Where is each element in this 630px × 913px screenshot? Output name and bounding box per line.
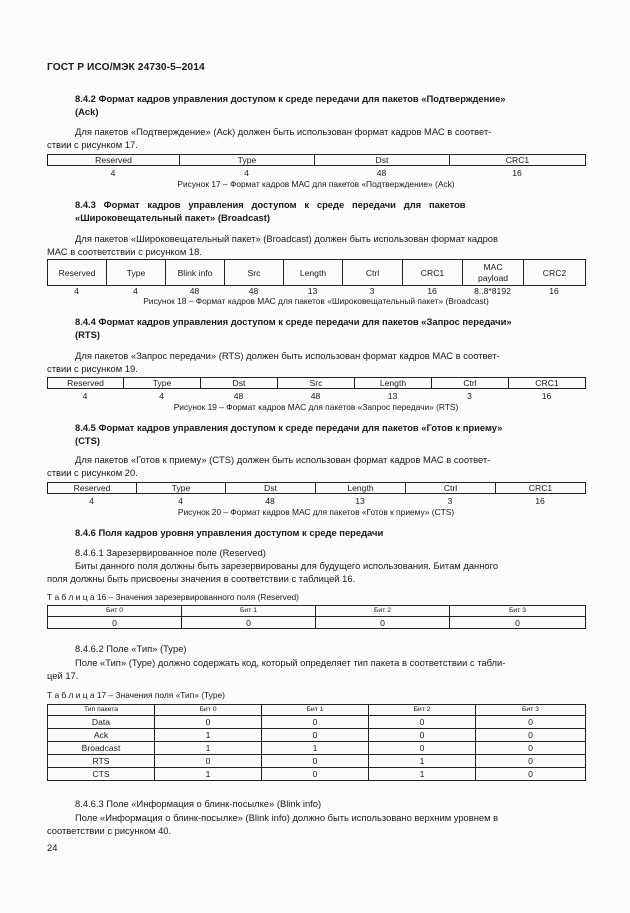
paragraph-line: Поле «Информация о блинк-посылке» (Blink info) должно быть использовано верхним уровнем в xyxy=(75,812,499,823)
table-cell: 0 xyxy=(369,716,476,729)
paragraph xyxy=(47,656,585,682)
table-cell: 0 xyxy=(476,716,586,729)
size-label: 16 xyxy=(512,168,522,178)
table-cell: 1 xyxy=(369,768,476,781)
table-cell: 1 xyxy=(155,742,262,755)
header-cell: Бит 2 xyxy=(316,606,450,617)
field-cell: Length xyxy=(284,260,343,286)
table-cell: 0 xyxy=(450,617,586,629)
header-cell: Тип пакета xyxy=(48,705,155,716)
field-cell: MAC payload xyxy=(463,260,524,286)
table-cell: 1 xyxy=(155,768,262,781)
header-cell: Бит 1 xyxy=(182,606,316,617)
field-cell: CRC1 xyxy=(403,260,463,286)
size-label: 13 xyxy=(307,286,318,296)
table-cell: Data xyxy=(48,716,155,729)
table-cell: 1 xyxy=(262,742,369,755)
field-cell: CRC1 xyxy=(496,483,586,494)
table-cell: 0 xyxy=(369,729,476,742)
figure-18-table xyxy=(47,259,586,286)
paragraph-line: ствии с рисунком 19. xyxy=(47,363,138,374)
field-cell: Reserved xyxy=(48,483,137,494)
figure-20-table xyxy=(47,482,586,494)
table-cell: 0 xyxy=(262,755,369,768)
field-cell: Length xyxy=(355,378,432,389)
paragraph-line: ствии с рисунком 17. xyxy=(47,139,138,150)
heading-line: (RTS) xyxy=(75,329,100,340)
section-heading-8-4-3 xyxy=(75,198,585,224)
field-cell: Dst xyxy=(226,483,316,494)
field-cell: Blink info xyxy=(166,260,225,286)
heading-line: «Широковещательный пакет» (Broadcast) xyxy=(75,212,270,223)
table-17-caption: Т а б л и ц а 17 – Значения поля «Тип» (Type) xyxy=(47,690,225,700)
table-cell: 0 xyxy=(262,716,369,729)
paragraph xyxy=(47,559,585,585)
section-heading-8-4-4 xyxy=(75,315,587,341)
table-cell: 1 xyxy=(369,755,476,768)
page-number: 24 xyxy=(47,842,58,853)
table-16-caption: Т а б л и ц а 16 – Значения зарезервированного поля (Reserved) xyxy=(47,592,299,602)
heading-line: 8.4.2 Формат кадров управления доступом к среде передачи для пакетов «Подтверждение» xyxy=(75,93,506,104)
paragraph-line: ствии с рисунком 20. xyxy=(47,467,138,478)
table-cell: 0 xyxy=(48,617,182,629)
figure-18-caption: Рисунок 18 – Формат кадров МАС для пакетов «Широковещательный пакет» (Broadcast) xyxy=(143,296,489,306)
table-cell: 0 xyxy=(182,617,316,629)
subsection-heading: 8.4.6.2 Поле «Тип» (Type) xyxy=(75,643,187,654)
figure-19-table xyxy=(47,377,586,389)
section-heading-8-4-2 xyxy=(75,92,585,118)
field-cell: Length xyxy=(316,483,406,494)
field-cell: Ctrl xyxy=(406,483,496,494)
size-label: 4 xyxy=(82,391,88,401)
header-cell: Бит 1 xyxy=(262,705,369,716)
table-cell: 0 xyxy=(476,755,586,768)
section-heading-8-4-6: 8.4.6 Поля кадров уровня управления доступом к среде передачи xyxy=(75,527,384,538)
size-label: 48 xyxy=(248,286,259,296)
subsection-heading: 8.4.6.3 Поле «Информация о блинк-посылке» (Blink info) xyxy=(75,798,322,809)
field-cell: Reserved xyxy=(48,378,124,389)
paragraph-line: поля должны быть присвоены значения в соответствии с таблицей 16. xyxy=(47,573,356,584)
table-cell: CTS xyxy=(48,768,155,781)
table-row xyxy=(48,729,586,742)
table-cell: 0 xyxy=(476,729,586,742)
size-label: 48 xyxy=(265,496,275,506)
figure-17-caption: Рисунок 17 – Формат кадров МАС для пакетов «Подтверждение» (Ack) xyxy=(177,179,455,189)
size-label: 3 xyxy=(447,496,453,506)
table-cell: 0 xyxy=(369,742,476,755)
field-cell: Type xyxy=(137,483,226,494)
table-cell: RTS xyxy=(48,755,155,768)
paragraph-line: Поле «Тип» (Type) должно содержать код, который определяет тип пакета в соответствии с табли- xyxy=(75,657,506,668)
size-label: 16 xyxy=(549,286,559,296)
figure-17-table xyxy=(47,154,586,166)
table-cell: Broadcast xyxy=(48,742,155,755)
table-cell: 1 xyxy=(155,729,262,742)
paragraph-line: цей 17. xyxy=(47,670,79,681)
paragraph xyxy=(47,453,585,479)
size-label: 16 xyxy=(427,286,437,296)
figure-19-sizes xyxy=(47,391,585,401)
field-cell: Src xyxy=(225,260,284,286)
size-label: 4 xyxy=(133,286,138,296)
subsection-heading: 8.4.6.1 Зарезервированное поле (Reserved) xyxy=(75,547,266,558)
table-cell: 0 xyxy=(476,742,586,755)
field-cell: Type xyxy=(124,378,201,389)
size-label: 4 xyxy=(159,391,164,401)
paragraph-line: Для пакетов «Запрос передачи» (RTS) должен быть использован формат кадров МАС в соответ- xyxy=(75,350,500,361)
paragraph-line: соответствии с рисунком 40. xyxy=(47,825,172,836)
header-cell: Бит 0 xyxy=(155,705,262,716)
table-cell: 0 xyxy=(262,729,369,742)
table-cell: 0 xyxy=(155,755,262,768)
size-label: 13 xyxy=(387,391,398,401)
table-cell: 0 xyxy=(155,716,262,729)
document-header: ГОСТ Р ИСО/МЭК 24730-5–2014 xyxy=(47,62,205,73)
section-heading-8-4-5 xyxy=(75,421,587,447)
field-cell: CRC1 xyxy=(450,155,586,166)
header-cell: Бит 2 xyxy=(369,705,476,716)
size-label: 4 xyxy=(178,496,183,506)
table-cell: 0 xyxy=(262,768,369,781)
paragraph xyxy=(47,232,585,258)
figure-20-sizes xyxy=(47,496,585,506)
size-label: 48 xyxy=(376,168,387,178)
figure-18-sizes xyxy=(47,286,585,296)
size-label: 3 xyxy=(467,391,472,401)
header-cell: Бит 3 xyxy=(476,705,586,716)
field-cell: Reserved xyxy=(48,260,107,286)
field-cell: Reserved xyxy=(48,155,180,166)
size-label: 4 xyxy=(74,286,79,296)
paragraph-line: Биты данного поля должны быть зарезервированы для будущего использования. Битам данного xyxy=(75,560,499,571)
paragraph xyxy=(47,125,585,151)
figure-20-caption: Рисунок 20 – Формат кадров МАС для пакетов «Готов к приему» (CTS) xyxy=(177,507,455,517)
size-label: 4 xyxy=(110,168,116,178)
table-row xyxy=(48,716,586,729)
table-row xyxy=(48,742,586,755)
size-label: 4 xyxy=(89,496,94,506)
figure-19-caption: Рисунок 19 – Формат кадров МАС для пакетов «Запрос передачи» (RTS) xyxy=(173,402,459,412)
paragraph-line: МАС в соответствии с рисунком 18. xyxy=(47,246,202,257)
size-label: 3 xyxy=(369,286,375,296)
paragraph-line: Для пакетов «Подтверждение» (Ack) должен быть использован формат кадров МАС в соответ- xyxy=(75,126,492,137)
size-label: 16 xyxy=(541,391,552,401)
heading-line: (CTS) xyxy=(75,435,100,446)
size-label: 48 xyxy=(310,391,321,401)
field-cell: Ctrl xyxy=(432,378,509,389)
field-cell: Dst xyxy=(315,155,450,166)
paragraph xyxy=(47,349,585,375)
paragraph xyxy=(47,811,585,837)
size-label: 48 xyxy=(233,391,244,401)
heading-line: 8.4.3 Формат кадров управления доступом к среде передачи для пакетов xyxy=(75,199,466,210)
size-label: 13 xyxy=(355,496,365,506)
field-cell: Type xyxy=(107,260,166,286)
table-row xyxy=(48,768,586,781)
paragraph-line: Для пакетов «Широковещательный пакет» (Broadcast) должен быть использован формат кадров xyxy=(75,233,499,244)
table-cell: Ack xyxy=(48,729,155,742)
table-cell: 0 xyxy=(476,768,586,781)
header-cell: Бит 0 xyxy=(48,606,182,617)
size-label: 16 xyxy=(535,496,545,506)
field-cell: CRC2 xyxy=(524,260,586,286)
header-cell: Бит 3 xyxy=(450,606,586,617)
heading-line: 8.4.4 Формат кадров управления доступом к среде передачи для пакетов «Запрос передачи» xyxy=(75,316,512,327)
table-16 xyxy=(47,605,586,629)
field-cell: Dst xyxy=(201,378,278,389)
heading-line: (Ack) xyxy=(75,106,99,117)
table-cell: 0 xyxy=(316,617,450,629)
field-cell: Ctrl xyxy=(343,260,403,286)
size-label: 4 xyxy=(244,168,249,178)
table-row xyxy=(48,755,586,768)
field-cell: Type xyxy=(180,155,315,166)
table-17 xyxy=(47,704,586,781)
paragraph-line: Для пакетов «Готов к приему» (CTS) должен быть использован формат кадров МАС в соответ- xyxy=(75,454,491,465)
heading-line: 8.4.5 Формат кадров управления доступом к среде передачи для пакетов «Готов к приему» xyxy=(75,422,503,433)
size-label: 48 xyxy=(189,286,200,296)
field-cell: Src xyxy=(278,378,355,389)
size-label: 8..8*8192 xyxy=(474,286,511,296)
figure-17-sizes xyxy=(47,168,585,178)
field-cell: CRC1 xyxy=(509,378,586,389)
